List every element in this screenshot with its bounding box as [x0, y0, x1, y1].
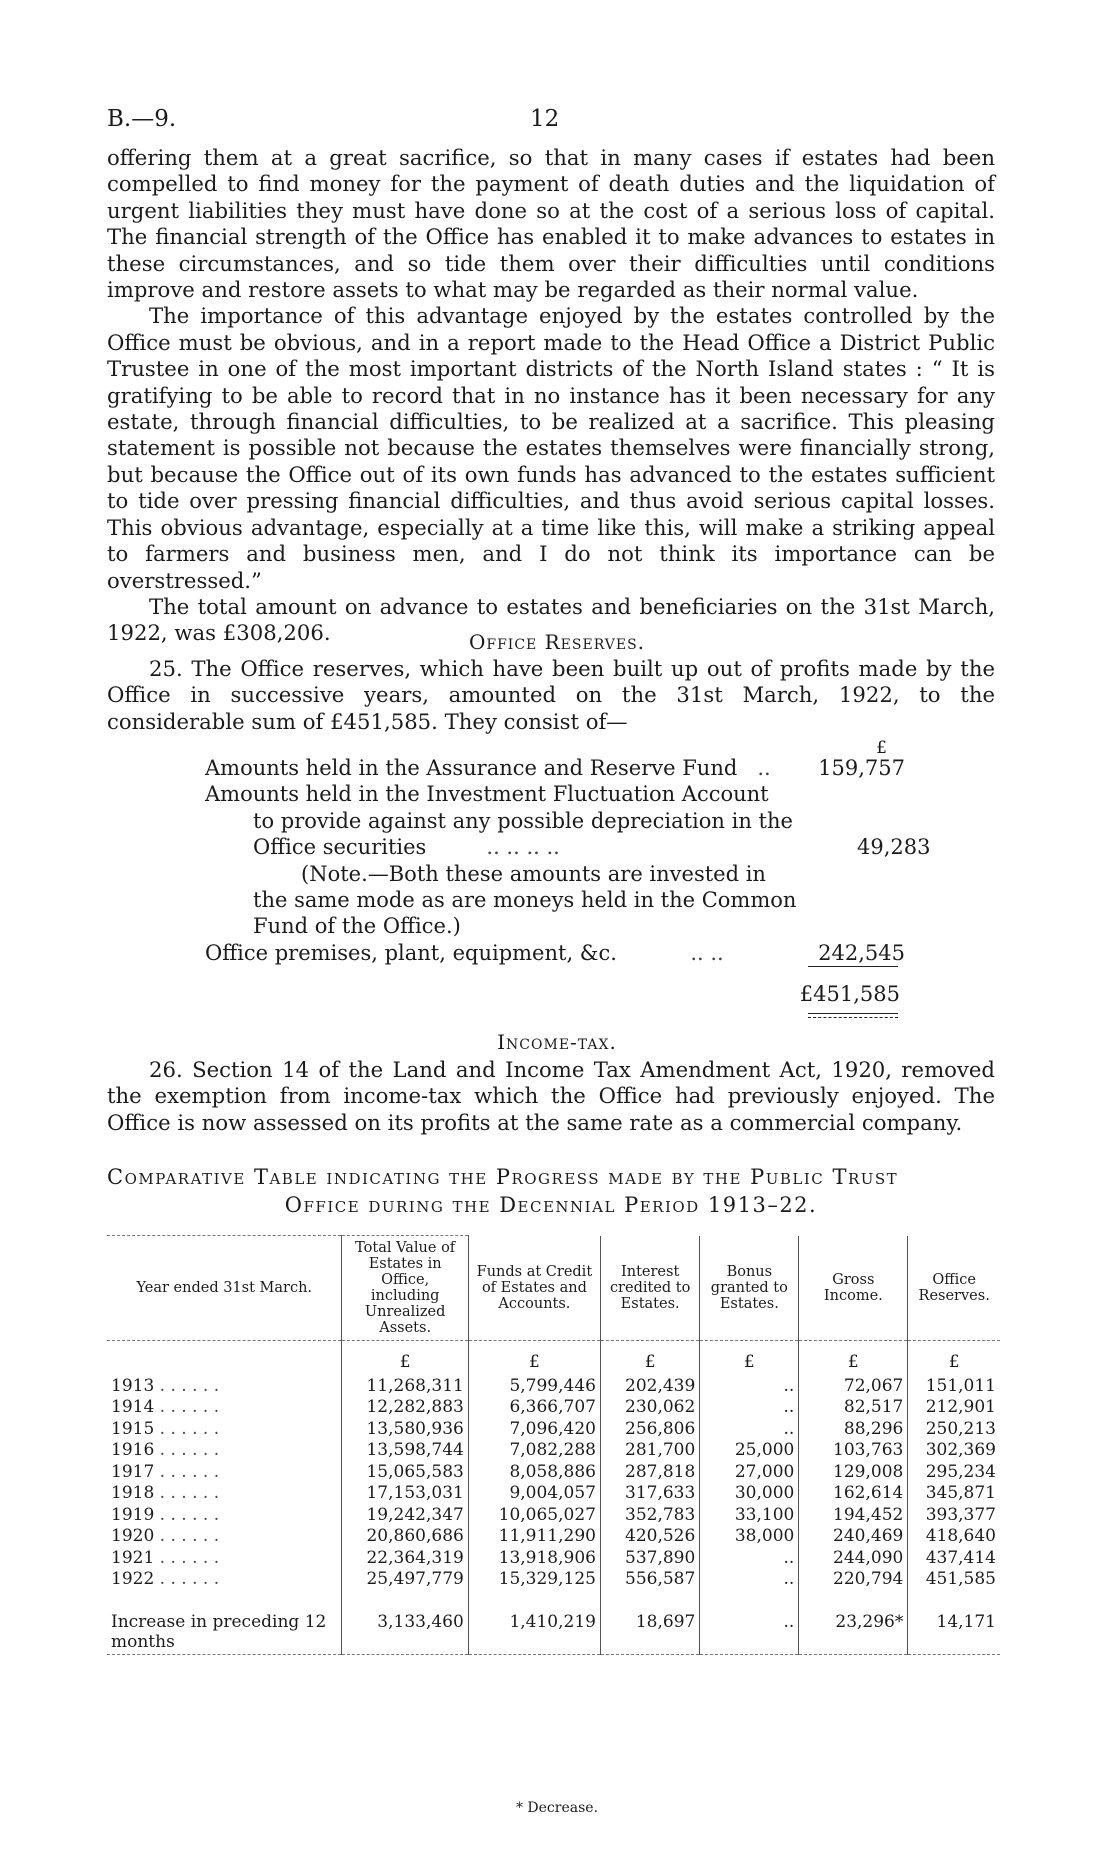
document-reference: B.—9. [107, 106, 177, 132]
income-tax-heading: Income-tax. [497, 1030, 617, 1054]
interest-cell: 202,439 [600, 1375, 699, 1397]
bonus-cell: .. [700, 1569, 799, 1591]
bonus-cell: 30,000 [700, 1483, 799, 1505]
year-cell: 1917 [111, 1461, 155, 1482]
table-title [107, 1163, 995, 1219]
income-tax-paragraph: 26. Section 14 of the Land and Income Tax Amendment Act, 1920, removed the exemption from income-tax which the Office had previously enjoyed. The Office is now assessed on its profits at the same rate as a commercial company. [107, 1057, 995, 1135]
row-dots: . . . . . . [159, 1504, 220, 1525]
table-row [107, 1418, 1000, 1440]
paragraph-importance: The importance of this advantage enjoyed by the estates controlled by the Office must be obvious, and in a report made to the Head Office a District Public Trustee in one of the most important districts of the North Island states : “ It is gratifying to be able to record that in no instance has it been necessary for any estate, through financial difficulties, to be realized at a sacrifice. This pleasing statement is possible not because the estates themselves were financially strong, but because the Office out of its own funds has advanced to the estates sufficient to tide over pressing financial difficulties, and thus avoid serious capital losses. This obvious advantage, especially at a time like this, will make a striking appeal to farmers and business men, and I do not think its importance can be overstressed.” [107, 303, 995, 593]
reserves-cell: 451,585 [908, 1569, 1000, 1591]
total-value-cell: 20,860,686 [342, 1526, 468, 1548]
funds-cell: 8,058,886 [468, 1461, 600, 1483]
unit-label: £ [600, 1341, 699, 1376]
increase-reserves: 14,171 [908, 1612, 1000, 1655]
reserve-item-dots: .. [757, 756, 771, 780]
year-cell: 1918 [111, 1483, 155, 1504]
table-row [107, 1483, 1000, 1505]
reserves-cell: 302,369 [908, 1440, 1000, 1462]
interest-cell: 537,890 [600, 1547, 699, 1569]
funds-cell: 6,366,707 [468, 1397, 600, 1419]
funds-cell: 9,004,057 [468, 1483, 600, 1505]
office-reserves-heading: Office Reserves. [468, 630, 646, 654]
funds-cell: 7,096,420 [468, 1418, 600, 1440]
total-value-cell: 19,242,347 [342, 1504, 468, 1526]
reserves-currency: £ [876, 738, 887, 758]
total-value-cell: 15,065,583 [342, 1461, 468, 1483]
total-value-cell: 13,598,744 [342, 1440, 468, 1462]
units-row [107, 1341, 1000, 1376]
page-number: 12 [530, 106, 560, 132]
year-cell: 1922 [111, 1569, 155, 1590]
body-paragraphs [107, 145, 995, 647]
gross-income-cell: 82,517 [799, 1397, 908, 1419]
bonus-cell: 25,000 [700, 1440, 799, 1462]
reserve-item-label: Amounts held in the Assurance and Reserve Fund [205, 756, 738, 780]
reserve-item-label-cont: to provide against any possible depreciation in the [253, 808, 793, 833]
year-cell: 1920 [111, 1526, 155, 1547]
table-row [107, 1526, 1000, 1548]
reserves-cell: 345,871 [908, 1483, 1000, 1505]
reserve-item-label-cont2: Office securities [253, 835, 427, 860]
paragraph-advance-total: The total amount on advance to estates and beneficiaries on the 31st March, 1922, was £308,206. [107, 593, 995, 646]
increase-bonus: .. [700, 1612, 799, 1655]
reserves-cell: 151,011 [908, 1375, 1000, 1397]
increase-label: Increase in preceding 12 months [111, 1612, 327, 1652]
bonus-cell: .. [700, 1547, 799, 1569]
funds-cell: 15,329,125 [468, 1569, 600, 1591]
paragraph-continuation: offering them at a great sacrifice, so that in many cases if estates had been compelled to find money for the payment of death duties and the liquidation of urgent liabilities they must have done so at the cost of a serious loss of capital. The financial strength of the Office has enabled it to make advances to estates in these circumstances, and so tide them over their difficulties until conditions improve and restore assets to what may be regarded as their normal value. [107, 145, 995, 303]
funds-cell: 10,065,027 [468, 1504, 600, 1526]
interest-cell: 256,806 [600, 1418, 699, 1440]
total-value-cell: 25,497,779 [342, 1569, 468, 1591]
year-cell: 1915 [111, 1418, 155, 1439]
unit-label: £ [342, 1341, 468, 1376]
gross-income-cell: 240,469 [799, 1526, 908, 1548]
row-dots: . . . . . . [159, 1569, 220, 1590]
total-value-cell: 13,580,936 [342, 1418, 468, 1440]
reserves-cell: 295,234 [908, 1461, 1000, 1483]
table-title-line2: Office during the Decennial Period 1913–22. [284, 1193, 818, 1217]
unit-label: £ [468, 1341, 600, 1376]
increase-row [107, 1612, 1000, 1655]
note-line: the same mode as are moneys held in the Common [253, 888, 797, 913]
gross-income-cell: 244,090 [799, 1547, 908, 1569]
col-header-year: Year ended 31st March. [107, 1236, 342, 1341]
col-header-gross-income: Gross Income. [799, 1236, 908, 1341]
bonus-cell: .. [700, 1375, 799, 1397]
col-header-funds: Funds at Credit of Estates and Accounts. [468, 1236, 600, 1341]
unit-label: £ [908, 1341, 1000, 1376]
reserves-list [205, 735, 931, 966]
gross-income-cell: 72,067 [799, 1375, 908, 1397]
row-dots: . . . . . . [159, 1375, 220, 1396]
interest-cell: 317,633 [600, 1483, 699, 1505]
increase-total-value: 3,133,460 [342, 1612, 468, 1655]
bonus-cell: 27,000 [700, 1461, 799, 1483]
col-header-interest: Interest credited to Estates. [600, 1236, 699, 1341]
gross-income-cell: 88,296 [799, 1418, 908, 1440]
gross-income-cell: 103,763 [799, 1440, 908, 1462]
increase-gross-income: 23,296* [799, 1612, 908, 1655]
reserves-total: £451,585 [799, 982, 900, 1006]
table-footnote: * Decrease. [515, 1800, 599, 1816]
reserve-item-amount: 159,757 [818, 756, 905, 780]
spacer-row [107, 1590, 1000, 1612]
bonus-cell: .. [700, 1397, 799, 1419]
gross-income-cell: 220,794 [799, 1569, 908, 1591]
bonus-cell: 38,000 [700, 1526, 799, 1548]
total-value-cell: 11,268,311 [342, 1375, 468, 1397]
interest-cell: 352,783 [600, 1504, 699, 1526]
total-value-cell: 17,153,031 [342, 1483, 468, 1505]
interest-cell: 556,587 [600, 1569, 699, 1591]
note-line: Fund of the Office.) [253, 914, 461, 939]
interest-cell: 287,818 [600, 1461, 699, 1483]
reserve-item-amount: 242,545 [818, 940, 905, 965]
table-row [107, 1547, 1000, 1569]
unit-label: £ [700, 1341, 799, 1376]
gross-income-cell: 129,008 [799, 1461, 908, 1483]
total-double-rule [808, 1017, 898, 1018]
reserves-cell: 250,213 [908, 1418, 1000, 1440]
table-row [107, 1440, 1000, 1462]
bonus-cell: 33,100 [700, 1504, 799, 1526]
col-header-office-reserves: Office Reserves. [908, 1236, 1000, 1341]
gross-income-cell: 162,614 [799, 1483, 908, 1505]
table-row [107, 1569, 1000, 1591]
reserves-cell: 393,377 [908, 1504, 1000, 1526]
progress-table [107, 1235, 1000, 1655]
reserves-cell: 437,414 [908, 1547, 1000, 1569]
table-title-line1: Comparative Table indicating the Progress made by the Public Trust [107, 1165, 899, 1189]
reserve-item [205, 940, 905, 966]
office-reserves-intro: 25. The Office reserves, which have been built up out of profits made by the Office in successive years, amounted on the 31st March, 1922, to the considerable sum of £451,585. They consist of— [107, 656, 995, 734]
note-line: (Note.—Both these amounts are invested in [301, 861, 766, 886]
reserve-item-dots: .. .. .. .. [486, 835, 560, 860]
table-row [107, 1397, 1000, 1419]
year-cell: 1921 [111, 1547, 155, 1568]
row-dots: . . . . . . [159, 1418, 220, 1439]
funds-cell: 5,799,446 [468, 1375, 600, 1397]
reserves-note [205, 861, 905, 940]
interest-cell: 230,062 [600, 1397, 699, 1419]
subtotal-rule [808, 966, 898, 967]
year-cell: 1916 [111, 1440, 155, 1461]
funds-cell: 13,918,906 [468, 1547, 600, 1569]
row-dots: . . . . . . [159, 1547, 220, 1568]
reserve-item-dots: .. .. [690, 940, 724, 965]
col-header-bonus: Bonus granted to Estates. [700, 1236, 799, 1341]
reserve-item-label: Office premises, plant, equipment, &c. [205, 940, 617, 965]
reserves-cell: 418,640 [908, 1526, 1000, 1548]
table-row [107, 1504, 1000, 1526]
total-value-cell: 22,364,319 [342, 1547, 468, 1569]
table-row [107, 1461, 1000, 1483]
reserve-item-amount: 49,283 [857, 835, 931, 860]
table-header-row [107, 1236, 1000, 1341]
unit-label: £ [799, 1341, 908, 1376]
interest-cell: 420,526 [600, 1526, 699, 1548]
gross-income-cell: 194,452 [799, 1504, 908, 1526]
row-dots: . . . . . . [159, 1461, 220, 1482]
reserve-item [205, 781, 931, 860]
year-cell: 1919 [111, 1504, 155, 1525]
funds-cell: 7,082,288 [468, 1440, 600, 1462]
row-dots: . . . . . . [159, 1483, 220, 1504]
year-cell: 1914 [111, 1397, 155, 1418]
year-cell: 1913 [111, 1375, 155, 1396]
reserves-cell: 212,901 [908, 1397, 1000, 1419]
bonus-cell: .. [700, 1418, 799, 1440]
row-dots: . . . . . . [159, 1440, 220, 1461]
funds-cell: 11,911,290 [468, 1526, 600, 1548]
increase-funds: 1,410,219 [468, 1612, 600, 1655]
reserve-item [205, 755, 905, 781]
table-row [107, 1375, 1000, 1397]
total-rule [808, 1013, 898, 1014]
total-value-cell: 12,282,883 [342, 1397, 468, 1419]
increase-interest: 18,697 [600, 1612, 699, 1655]
row-dots: . . . . . . [159, 1397, 220, 1418]
col-header-total-value: Total Value of Estates in Office, including Unrealized Assets. [342, 1236, 468, 1341]
reserve-item-label: Amounts held in the Investment Fluctuation Account [205, 782, 769, 807]
row-dots: . . . . . . [159, 1526, 220, 1547]
interest-cell: 281,700 [600, 1440, 699, 1462]
